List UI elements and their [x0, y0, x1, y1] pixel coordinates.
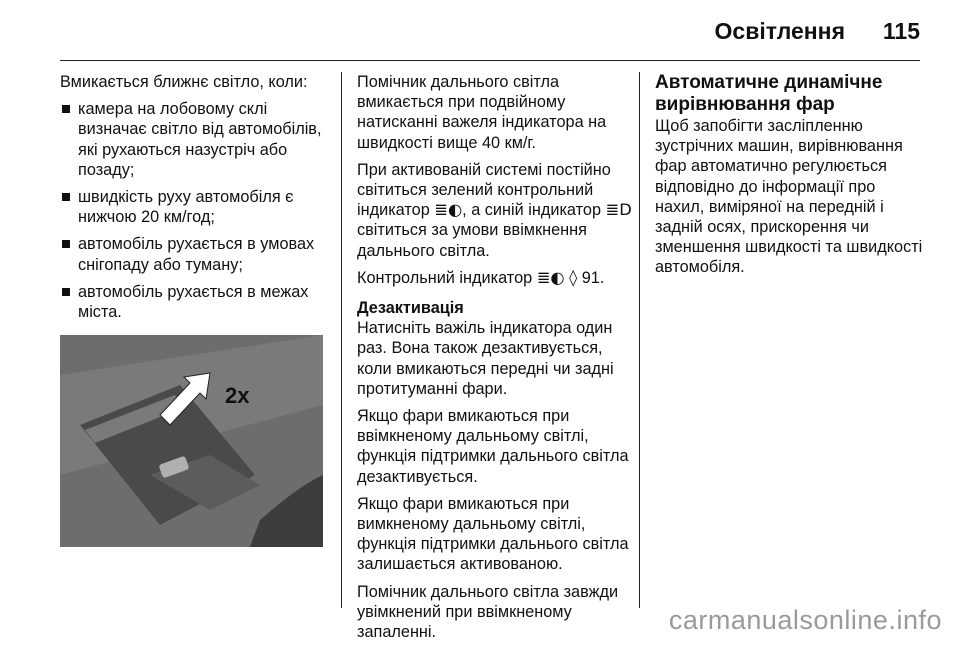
column-1 — [60, 72, 330, 354]
page-title: Освітлення — [714, 18, 845, 44]
watermark: carmanualsonline.info — [668, 605, 942, 635]
list-item: камера на лобовому склі визначає світло від автомобілів, які рухаються назустріч або позаду; — [60, 99, 330, 180]
list-item: автомобіль рухається в умовах снігопаду або туману; — [60, 234, 330, 274]
column-2 — [357, 72, 632, 649]
text: , а синій індикатор — [462, 201, 602, 220]
high-beam-assist-icon: ≣◐ — [434, 200, 463, 220]
section-heading-deactivation: Дезактивація — [357, 299, 464, 318]
list-item: автомобіль рухається в межах міста. — [60, 282, 330, 322]
paragraph: Щоб запобігти засліпленню зустрічних машин, вирівнювання фар автоматично регулюється відповідно до інформації про нахил, виміряної на передній і задній осях, прискорення чи зменшення швидкості та швидкості автомобіля. — [655, 117, 923, 277]
high-beam-icon: ≣D — [605, 200, 632, 220]
lever-drawing — [60, 335, 323, 547]
column-divider-1 — [341, 72, 342, 608]
paragraph — [357, 160, 632, 261]
paragraph: Помічник дальнього світла завжди увімкнений при ввімкненому запаленні. — [357, 582, 619, 642]
paragraph: Помічник дальнього світла вмикається при подвійному натисканні важеля індикатора на швидкості вище 40 км/г. — [357, 73, 607, 152]
paragraph — [357, 268, 632, 288]
page-reference: 91. — [581, 268, 605, 287]
paragraph: Натисніть важіль індикатора один раз. Вона також дезактивується, коли вмикаються передні чи задні протитуманні фари. — [357, 319, 614, 398]
paragraph: Якщо фари вмикаються при вимкненому дальньому світлі, функція підтримки дальнього світла залишається активованою. — [357, 494, 629, 574]
text: При активованій системі постійно світиться зелений контрольний індикатор — [357, 160, 611, 220]
column-3 — [655, 72, 925, 285]
section-heading-headlight-levelling: Автоматичне динамічне вирівнювання фар — [655, 72, 883, 115]
high-beam-assist-icon: ≣◐ — [536, 267, 565, 287]
column-divider-2 — [639, 72, 640, 608]
lever-illustration — [60, 335, 323, 547]
page-reference-arrow-icon: ◊ — [569, 267, 578, 287]
header-rule — [60, 60, 920, 61]
intro-text: Вмикається ближнє світло, коли: — [60, 73, 308, 91]
figure-label: 2x — [225, 383, 250, 408]
page-number: 115 — [882, 18, 920, 44]
text: Контрольний індикатор — [357, 268, 533, 287]
text: світиться за умови ввімкнення дальнього світла. — [357, 221, 587, 260]
paragraph: Якщо фари вмикаються при ввімкненому дальньому світлі, функція підтримки дальнього світла дезактивується. — [357, 407, 629, 486]
list-item: швидкість руху автомобіля є нижчою 20 км/год; — [60, 187, 330, 227]
